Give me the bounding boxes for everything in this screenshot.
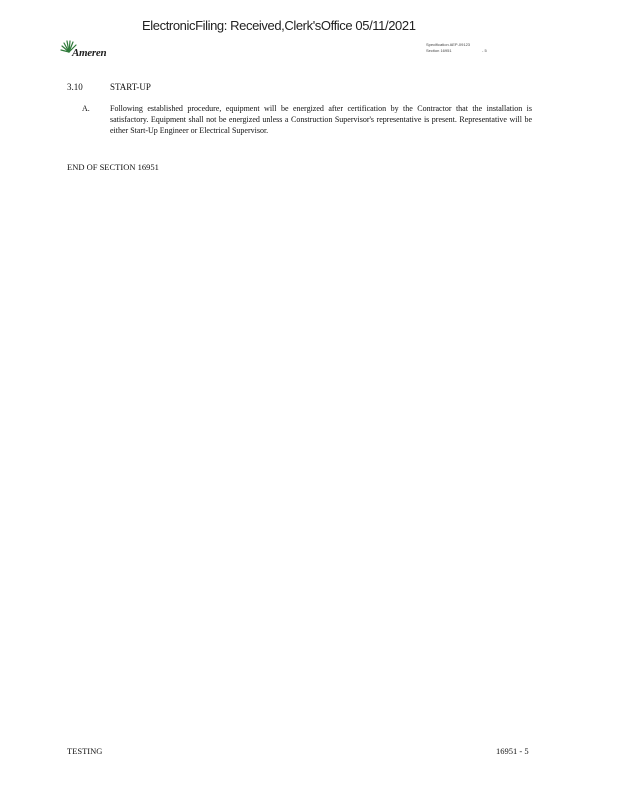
item-label: A. [82,104,90,113]
spec-reference [426,42,487,54]
section-number: 3.10 [67,82,83,92]
section-reference: Section 16951 [426,48,452,53]
footer-page-number: 16951 - 5 [496,746,529,756]
section-title: START-UP [110,82,151,92]
spec-number: Specification AEP-09123 [426,42,471,47]
logo-wordmark: Ameren [72,47,107,59]
electronic-filing-stamp: ElectronicFiling: Received,Clerk'sOffice 05/11/2021 [142,18,416,33]
item-paragraph: Following established procedure, equipment will be energized after certification by the Contractor that the installation is satisfactory. Equipment shall not be energized unless a Construction Supervisor's representative is present. Representative will be either Start-Up Engineer or Electrical Supervisor. [110,104,532,135]
ameren-logo [60,40,120,62]
header-page-number: - 5 [482,48,487,53]
footer-left-label: TESTING [67,746,103,756]
end-of-section-note: END OF SECTION 16951 [67,162,159,172]
